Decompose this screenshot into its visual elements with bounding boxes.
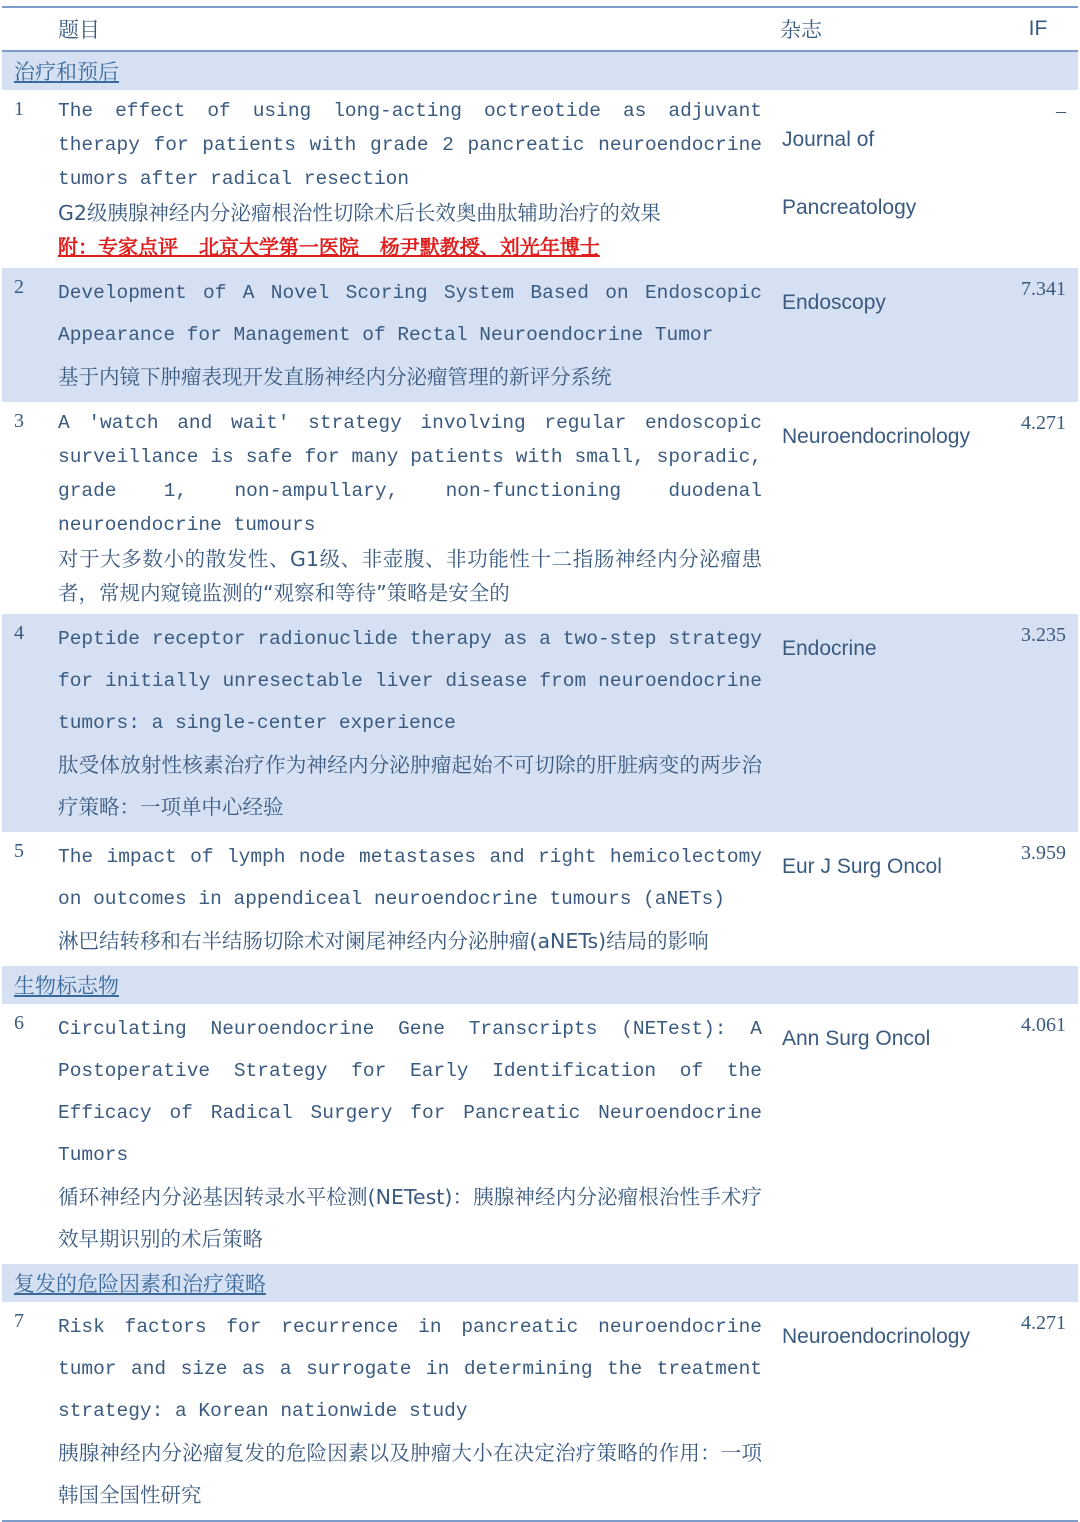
title-chinese: 胰腺神经内分泌瘤复发的危险因素以及肿瘤大小在决定治疗策略的作用：一项韩国全国性研究	[58, 1441, 762, 1507]
table-row	[2, 90, 1078, 268]
title-english: Risk factors for recurrence in pancreatic neuroendocrine tumor and size as a surrogate in determining the treatment strategy: a Korean nationwide study	[58, 1316, 762, 1422]
title-chinese: G2级胰腺神经内分泌瘤根治性切除术后长效奥曲肽辅助治疗的效果	[58, 201, 661, 225]
title-english: Peptide receptor radionuclide therapy as a two-step strategy for initially unresectable liver disease from neuroendocrine tumors: a single-center experience	[58, 628, 762, 734]
row-impact-factor: 3.235	[998, 614, 1078, 832]
row-journal: Journal of Pancreatology	[782, 128, 917, 219]
header-journal: 杂志	[780, 7, 998, 51]
row-number: 4	[2, 614, 58, 832]
row-impact-factor: 4.271	[1021, 412, 1066, 434]
row-journal: Eur J Surg Oncol	[782, 855, 942, 878]
row-journal: Ann Surg Oncol	[782, 1027, 931, 1050]
row-impact-factor: 7.341	[998, 268, 1078, 402]
row-impact-factor: 3.959	[1021, 842, 1066, 864]
title-chinese: 基于内镜下肿瘤表现开发直肠神经内分泌瘤管理的新评分系统	[58, 365, 612, 389]
title-english: A 'watch and wait' strategy involving regular endoscopic surveillance is safe for many patients with small, sporadic, grade 1, non-ampullary, non-functioning duodenal neuroendocrine tumours	[58, 412, 762, 536]
header-title: 题目	[58, 7, 780, 51]
row-journal: Neuroendocrinology	[782, 425, 970, 448]
section-row-treatment	[2, 51, 1078, 90]
section-title[interactable]: 治疗和预后	[14, 61, 119, 84]
row-number: 5	[14, 840, 24, 862]
article-table	[2, 6, 1078, 1522]
row-journal: Neuroendocrinology	[780, 1302, 998, 1521]
row-title	[58, 832, 780, 966]
row-number: 7	[2, 1302, 58, 1521]
section-title[interactable]: 生物标志物	[14, 975, 119, 998]
table-row	[2, 268, 1078, 402]
title-english: The impact of lymph node metastases and right hemicolectomy on outcomes in appendiceal neuroendocrine tumours (aNETs)	[58, 846, 762, 910]
row-title	[58, 90, 780, 268]
expert-comment-link[interactable]: 附：专家点评 北京大学第一医院 杨尹默教授、刘光年博士	[58, 235, 600, 259]
table-row	[2, 832, 1078, 966]
row-title	[58, 614, 780, 832]
row-number: 2	[2, 268, 58, 402]
row-impact-factor: 4.061	[1021, 1014, 1066, 1036]
row-journal: Endoscopy	[780, 268, 998, 402]
row-impact-factor: 4.271	[998, 1302, 1078, 1521]
row-number: 1	[14, 98, 24, 120]
title-english: Development of A Novel Scoring System Based on Endoscopic Appearance for Management of Rectal Neuroendocrine Tumor	[58, 282, 762, 346]
row-number: 6	[14, 1012, 24, 1034]
header-if: IF	[998, 7, 1078, 51]
table-header-row	[2, 7, 1078, 51]
title-chinese: 循环神经内分泌基因转录水平检测(NETest)：胰腺神经内分泌瘤根治性手术疗效早期识别的术后策略	[58, 1185, 762, 1251]
table-row	[2, 1004, 1078, 1264]
section-row-recurrence	[2, 1264, 1078, 1302]
table-row	[2, 614, 1078, 832]
row-title	[58, 268, 780, 402]
section-row-biomarkers	[2, 966, 1078, 1004]
article-table-container	[2, 6, 1078, 1522]
table-row	[2, 402, 1078, 614]
row-journal: Endocrine	[780, 614, 998, 832]
title-chinese: 对于大多数小的散发性、G1级、非壶腹、非功能性十二指肠神经内分泌瘤患者，常规内窥镜监测的“观察和等待”策略是安全的	[58, 547, 762, 605]
row-title	[58, 1004, 780, 1264]
title-english: The effect of using long-acting octreotide as adjuvant therapy for patients with grade 2 pancreatic neuroendocrine tumors after radical resection	[58, 100, 762, 190]
row-title	[58, 402, 780, 614]
row-number: 3	[14, 410, 24, 432]
title-chinese: 淋巴结转移和右半结肠切除术对阑尾神经内分泌肿瘤(aNETs)结局的影响	[58, 929, 709, 953]
title-chinese: 肽受体放射性核素治疗作为神经内分泌肿瘤起始不可切除的肝脏病变的两步治疗策略：一项单中心经验	[58, 753, 762, 819]
section-title[interactable]: 复发的危险因素和治疗策略	[14, 1273, 266, 1296]
row-title	[58, 1302, 780, 1521]
table-row	[2, 1302, 1078, 1521]
row-impact-factor: –	[1056, 100, 1066, 122]
title-english: Circulating Neuroendocrine Gene Transcripts (NETest): A Postoperative Strategy for Early Identification of the Efficacy of Radical Surgery for Pancreatic Neuroendocrine Tumors	[58, 1018, 762, 1166]
